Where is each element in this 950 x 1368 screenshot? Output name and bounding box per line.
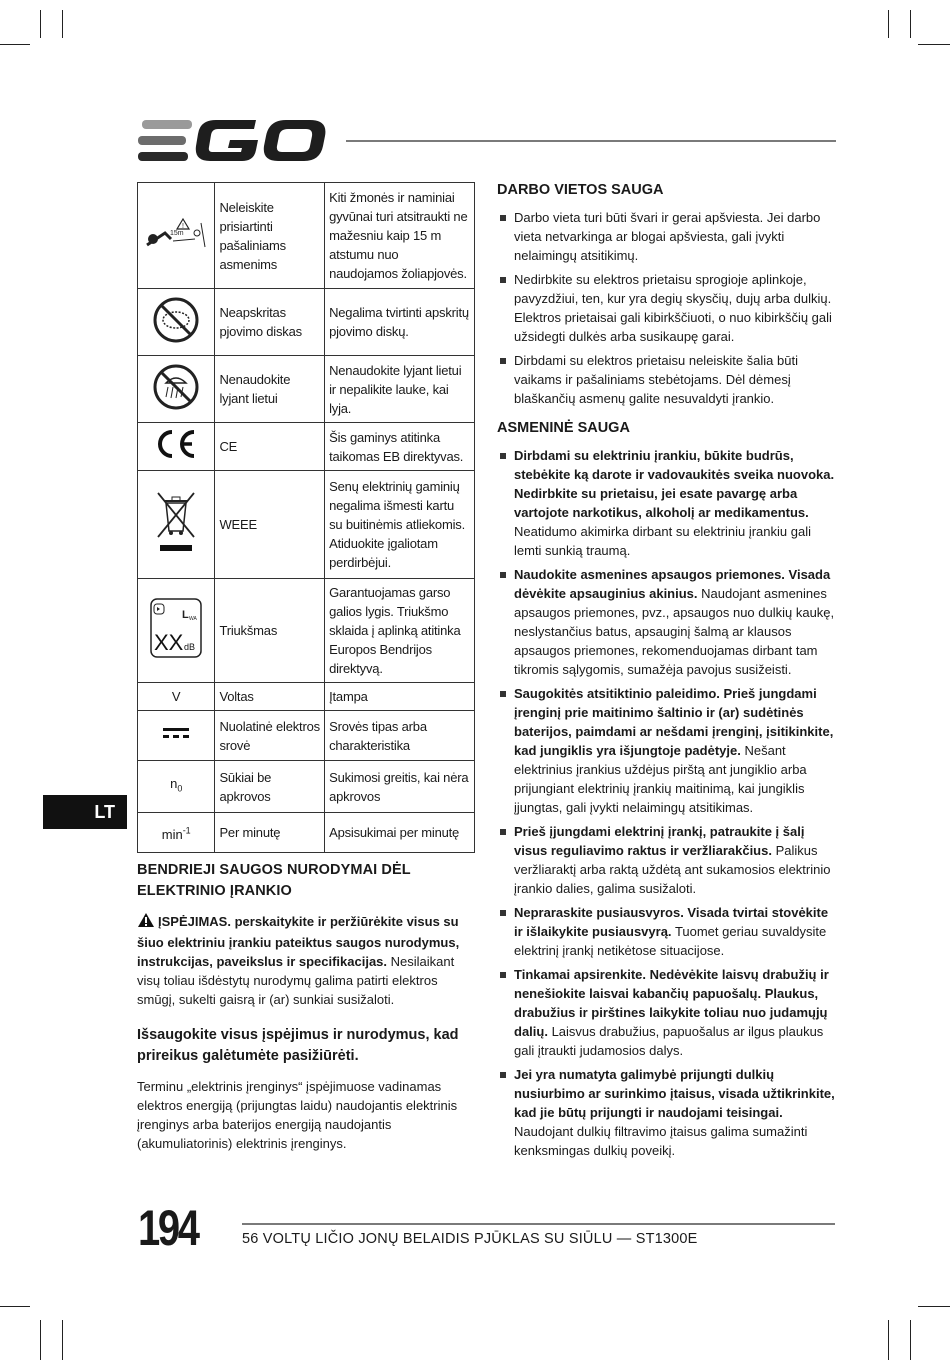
- save-instructions-heading: Išsaugokite visus įspėjimus ir nurodymus, kad prireikus galėtumėte pasižiūrėti.: [137, 1027, 459, 1064]
- list-item: Prieš įjungdami elektrinį įrankį, patraukite į šalį visus reguliavimo raktus ir veržliarakčius. Palikus veržliaraktį arba raktą uždėtą ant sukamosios elektrinio įrankio dalies, galima susižaloti.: [497, 822, 837, 898]
- crop-mark: [888, 10, 889, 38]
- symbol-cell: [138, 471, 215, 579]
- noise-value-label: XX: [154, 630, 184, 655]
- ego-logo: [138, 116, 328, 166]
- table-row: [138, 813, 475, 853]
- work-area-heading: DARBO VIETOS SAUGA: [497, 182, 664, 198]
- symbol-cell: [138, 356, 215, 423]
- list-item: Dirbdami su elektriniu įrankiu, būkite budrūs, stebėkite ką darote ir vadovaukitės sveika nuovoka. Nedirbkite su prietaisu, jei esate pavargę arba vartojote narkotikus, alkoholį ar medikamentus. Neatidumo akimirka dirbant su elektriniu įrankiu gali lemti sunkią traumą.: [497, 446, 837, 560]
- symbol-description: Nenaudokite lyjant lietui ir nepalikite lauke, kai lyja.: [325, 356, 475, 423]
- crop-mark: [910, 10, 911, 38]
- crop-mark: [40, 10, 41, 38]
- symbol-cell: [138, 289, 215, 356]
- crop-mark: [0, 44, 30, 45]
- symbol-description: Apsisukimai per minutę: [325, 813, 475, 853]
- personal-safety-list: [497, 446, 837, 1160]
- list-item: Nedirbkite su elektros prietaisu sprogioje aplinkoje, pavyzdžiui, ten, kur yra degių skysčių, dujų arba dulkių. Elektros prietaisai gali kibirkščiuoti, o nuo kibirkščių gali užsidegti dulkės arba susikaupę garai.: [497, 270, 837, 346]
- noise-lwa-sub: WA: [189, 616, 198, 622]
- warning-label: ĮSPĖJIMAS.: [158, 914, 231, 929]
- list-item: Naudokite asmenines apsaugos priemones. Visada dėvėkite apsauginius akinius. Naudojant asmenines apsaugos priemones, pvz., apsaugos nuo dulkių kaukę, neslystančius batus, apsauginį šalmą ar klausos apsaugos priemones, rekomenduojamas dirbant tam tikromis sąlygomis, sumažėja pavojus susižeisti.: [497, 565, 837, 679]
- symbol-name: CE: [215, 423, 325, 471]
- table-row: [138, 289, 475, 356]
- symbol-description: Senų elektrinių gaminių negalima išmesti kartu su buitinėmis atliekomis. Atiduokite įgaliotam perdirbėjui.: [325, 471, 475, 579]
- language-tab: LT: [43, 795, 127, 829]
- no-rigid-blade-icon: [152, 296, 200, 349]
- crop-mark: [62, 10, 63, 38]
- table-row: [138, 356, 475, 423]
- general-safety-section: [137, 860, 475, 1153]
- symbol-name: WEEE: [215, 471, 325, 579]
- symbol-name: Nenaudokite lyjant lietui: [215, 356, 325, 423]
- symbol-description: Šis gaminys atitinka taikomas EB direktyvas.: [325, 423, 475, 471]
- crop-mark: [910, 1320, 911, 1360]
- symbol-description: Įtampa: [325, 683, 475, 711]
- symbol-table: [137, 182, 475, 853]
- warning-triangle-icon: [137, 912, 155, 933]
- symbol-cell: [138, 183, 215, 289]
- warning-bold-text: perskaitykite ir peržiūrėkite visus su šiuo elektriniu įrankiu pateiktus saugos nurodymus, instrukcijas, paveikslus ir specifikacijas.: [137, 914, 460, 969]
- symbol-name: Neapskritas pjovimo diskas: [215, 289, 325, 356]
- symbol-name: Neleiskite prisiartinti pašaliniams asmenims: [215, 183, 325, 289]
- symbol-name: Nuolatinė elektros srovė: [215, 711, 325, 761]
- svg-text:!: !: [182, 223, 185, 230]
- symbol-name: Per minutę: [215, 813, 325, 853]
- table-row: [138, 711, 475, 761]
- symbol-cell: [138, 683, 215, 711]
- symbol-description: Sukimosi greitis, kai nėra apkrovos: [325, 761, 475, 813]
- table-row: [138, 183, 475, 289]
- warning-text: Nesilaikant visų toliau išdėstytų nurodymų galima patirti elektros smūgį, sukelti gaisrą ir (ar) sunkiai susižaloti.: [137, 954, 455, 1007]
- symbol-name: Voltas: [215, 683, 325, 711]
- no-load-speed-symbol: $n_0$: [170, 776, 183, 794]
- distance-label: 15m: [170, 230, 184, 237]
- weee-bin-icon: [154, 489, 198, 560]
- work-area-list: [497, 208, 837, 408]
- list-item: Tinkamai apsirenkite. Nedėvėkite laisvų drabužių ir nenešiokite laisvai kabančių papuošalų. Plaukus, drabužius ir pirštines laikykite toliau nuo judamųjų dalių. Laisvus drabužius, papuošalus ar ilgus plaukus gali įtraukti judamosios dalys.: [497, 965, 837, 1060]
- header-rule: [346, 140, 836, 142]
- table-row: [138, 423, 475, 471]
- symbol-description: Garantuojamas garso galios lygis. Triukšmo sklaida į aplinką atitinka Europos Bendrijos direktyvą.: [325, 579, 475, 683]
- symbol-cell: [138, 711, 215, 761]
- noise-db-label: dB: [184, 642, 196, 652]
- general-safety-heading: BENDRIEJI SAUGOS NURODYMAI DĖL ELEKTRINIO ĮRANKIO: [137, 862, 411, 899]
- warning-paragraph: [137, 912, 475, 1009]
- table-row: [138, 471, 475, 579]
- noise-level-icon: [150, 598, 202, 663]
- footer-title: 56 VOLTŲ LIČIO JONŲ BELAIDIS PJŪKLAS SU SIŪLU — ST1300E: [242, 1231, 698, 1247]
- personal-safety-heading: ASMENINĖ SAUGA: [497, 420, 630, 436]
- ce-mark-icon: [154, 428, 198, 465]
- symbol-cell: [138, 579, 215, 683]
- list-item: Nepraraskite pusiausvyros. Visada tvirtai stovėkite ir išlaikykite pusiausvyrą. Tuomet geriau suvaldysite elektrinį įrankį netikėtose situacijose.: [497, 903, 837, 960]
- per-minute-symbol: $\min^{-1}$: [161, 825, 191, 842]
- table-row: [138, 579, 475, 683]
- list-item: Darbo vieta turi būti švari ir gerai apšviesta. Jei darbo vieta netvarkinga ar blogai apšviesta, gali įvykti nelaimingų atsitikimų.: [497, 208, 837, 265]
- crop-mark: [918, 1306, 950, 1307]
- symbol-name: Triukšmas: [215, 579, 325, 683]
- crop-mark: [888, 1320, 889, 1360]
- noise-lwa-label: L: [182, 609, 189, 621]
- direct-current-icon: [161, 725, 191, 746]
- crop-mark: [918, 44, 950, 45]
- page-number: 194: [138, 1200, 198, 1256]
- symbol-name: Sūkiai be apkrovos: [215, 761, 325, 813]
- table-row: [138, 761, 475, 813]
- term-definition: Terminu „elektrinis įrenginys“ įspėjimuose vadinamas elektros energiją (prijungtas laidu) naudojantis elektrinis įrenginys arba baterijos energiją naudojantis (akumuliatorinis) elektrinis įrenginys.: [137, 1079, 458, 1151]
- crop-mark: [62, 1320, 63, 1360]
- volt-symbol: V: [171, 689, 181, 704]
- symbol-description: Negalima tvirtinti apskritų pjovimo diskų.: [325, 289, 475, 356]
- symbol-cell: [138, 423, 215, 471]
- no-rain-icon: [152, 363, 200, 416]
- bystander-distance-icon: [143, 213, 209, 258]
- symbol-cell: [138, 813, 215, 853]
- list-item: Jei yra numatyta galimybė prijungti dulkių nusiurbimo ar surinkimo įtaisus, visada užtikrinkite, kad jie būtų prijungti ir naudojami teisingai. Naudojant dulkių filtravimo įtaisus galima sumažinti kenksmingas dulkių poveikį.: [497, 1065, 837, 1160]
- list-item: Saugokitės atsitiktinio paleidimo. Prieš jungdami įrenginį prie maitinimo šaltinio ir (ar) sudėtinės baterijos, paimdami ar nešdami įrenginį, įsitikinkite, kad jungiklis yra išjungtoje padėtyje. Nešant elektrinius įrankius uždėjus pirštą ant jungiklio arba prijungiant elektrinių įrankių maitinimą, kai jungiklis įjungtas, gali įvykti nelaimingų atsitikimas.: [497, 684, 837, 817]
- symbol-description: Kiti žmonės ir naminiai gyvūnai turi atsitraukti ne mažesniu kaip 15 m atstumu nuo naudojamos žoliapjovės.: [325, 183, 475, 289]
- crop-mark: [0, 1306, 30, 1307]
- footer-rule: [242, 1223, 835, 1225]
- right-column: [497, 180, 837, 1170]
- crop-mark: [40, 1320, 41, 1360]
- table-row: [138, 683, 475, 711]
- symbol-description: Srovės tipas arba charakteristika: [325, 711, 475, 761]
- symbol-cell: [138, 761, 215, 813]
- list-item: Dirbdami su elektros prietaisu neleiskite šalia būti vaikams ir pašaliniams stebėtojams. Dėl dėmesį blaškančių asmenų galite nesuvaldyti įrankio.: [497, 351, 837, 408]
